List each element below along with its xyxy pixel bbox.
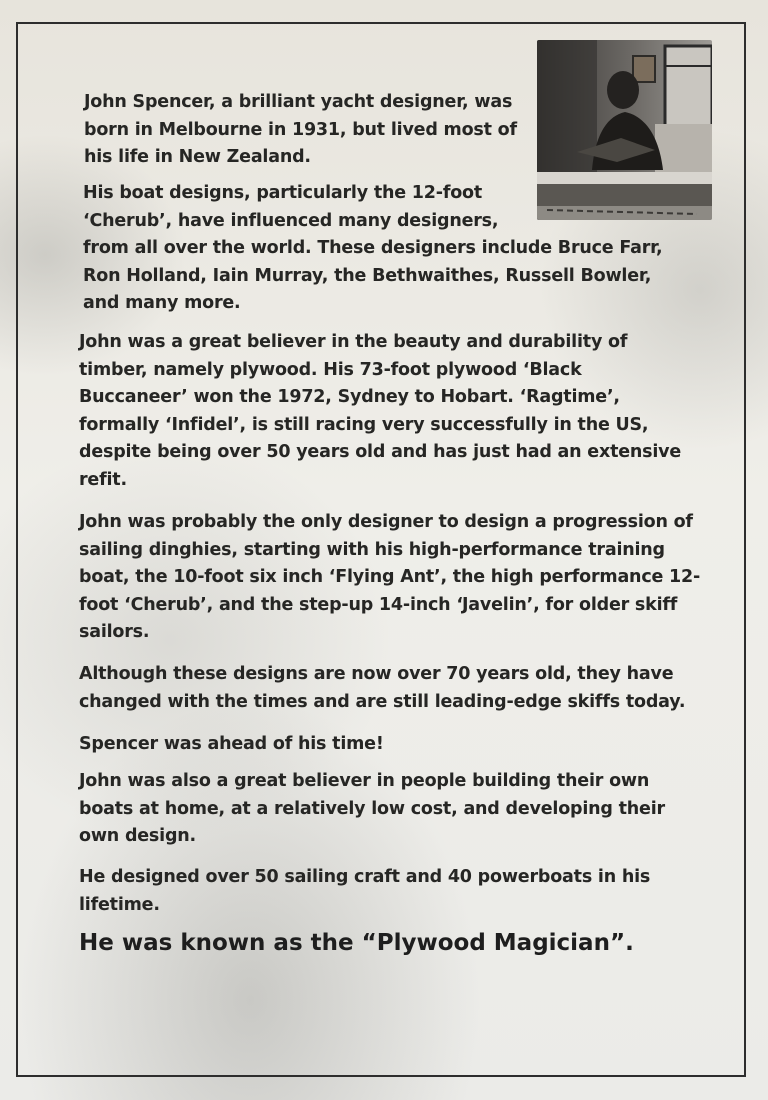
paragraph-line: own design. — [79, 826, 196, 846]
paragraph-line: formally ‘Infidel’, is still racing very successfully in the US, — [79, 414, 649, 435]
paragraph-line: his life in New Zealand. — [84, 147, 311, 167]
paragraph-line: Buccaneer’ won the 1972, Sydney to Hobart. ‘Ragtime’, — [79, 387, 620, 407]
paragraph-line: from all over the world. These designers include Bruce Farr, — [83, 238, 663, 258]
paragraph-line: boats at home, at a relatively low cost, and developing their — [79, 798, 665, 819]
paragraph-line: and many more. — [83, 293, 241, 313]
paragraph-line: sailing dinghies, starting with his high-performance training — [79, 539, 665, 560]
paragraph-line: timber, namely plywood. His 73-foot plywood ‘Black — [79, 359, 582, 380]
paragraph — [79, 768, 665, 851]
paragraph — [84, 89, 517, 172]
paragraph-line: John was probably the only designer to design a progression of — [79, 512, 693, 532]
paragraph-line: His boat designs, particularly the 12-foot — [83, 183, 483, 203]
paragraph-line: John was a great believer in the beauty and durability of — [79, 332, 628, 352]
paragraph-line: ‘Cherub’, have influenced many designers, — [83, 210, 499, 231]
paragraph-line: boat, the 10-foot six inch ‘Flying Ant’, the high performance 12- — [79, 567, 701, 587]
paragraph-line: John Spencer, a brilliant yacht designer, was — [84, 92, 513, 112]
paragraph — [83, 180, 662, 318]
paragraph-line: despite being over 50 years old and has just had an extensive — [79, 442, 682, 462]
paragraph-line: Although these designs are now over 70 years old, they have — [79, 664, 674, 684]
paragraph-line: foot ‘Cherub’, and the step-up 14-inch ‘Javelin’, for older skiff — [79, 594, 678, 615]
paragraph-line: John was also a great believer in people building their own — [79, 771, 650, 791]
closing-statement: He was known as the “Plywood Magician”. — [79, 930, 634, 956]
paragraph-line: born in Melbourne in 1931, but lived most of — [84, 119, 517, 140]
paragraph-line: sailors. — [79, 622, 150, 642]
paragraph — [79, 864, 650, 919]
paragraph — [79, 329, 681, 494]
paragraph — [79, 731, 384, 759]
paragraph-line: Ron Holland, Iain Murray, the Bethwaithes, Russell Bowler, — [83, 265, 652, 286]
paragraph-line: lifetime. — [79, 894, 160, 915]
paragraph — [79, 509, 700, 647]
paragraph-line: He designed over 50 sailing craft and 40 powerboats in his — [79, 867, 651, 887]
paragraph — [79, 661, 685, 716]
paragraph-line: changed with the times and are still leading-edge skiffs today. — [79, 691, 686, 712]
paragraph-line: refit. — [79, 469, 127, 490]
paragraph-line: Spencer was ahead of his time! — [79, 734, 384, 754]
